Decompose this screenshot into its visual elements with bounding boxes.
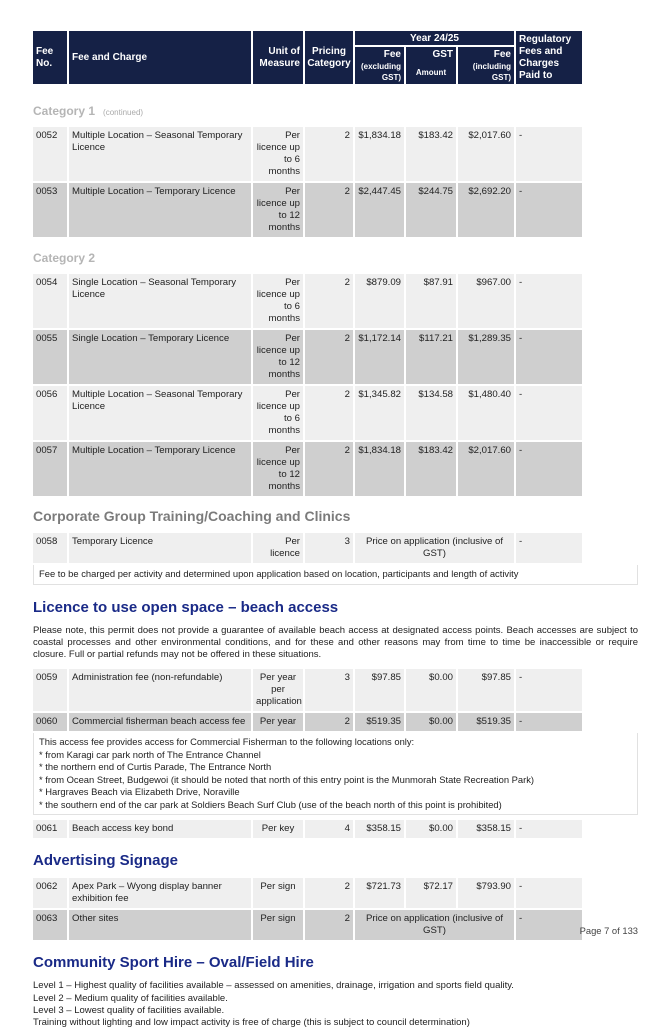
header-fee-incl: Fee (including GST) [458,47,514,84]
beach-section-title: Licence to use open space – beach access [33,598,339,616]
fee-name: Temporary Licence [69,533,251,563]
fee-excl: $879.09 [355,274,404,328]
fee-excl: $97.85 [355,669,404,711]
pricing-category: 2 [305,910,353,940]
fee-excl: $2,447.45 [355,183,404,237]
regulatory: - [516,274,582,328]
fee-excl: $721.73 [355,878,404,908]
gst-amount: $183.42 [406,442,456,496]
fee-no: 0056 [33,386,67,440]
fee-name: Multiple Location – Temporary Licence [69,183,251,237]
regulatory: - [516,533,582,563]
unit: Per licence up to 12 months [253,330,303,384]
regulatory: - [516,713,582,731]
unit: Per year per application [253,669,303,711]
gst-amount: $72.17 [406,878,456,908]
fee-excl: $1,172.14 [355,330,404,384]
unit: Per licence [253,533,303,563]
fee-incl: $358.15 [458,820,514,838]
fee-no: 0061 [33,820,67,838]
fee-incl: $97.85 [458,669,514,711]
table-row [33,183,638,237]
header-fee-excl: Fee (excluding GST) [355,47,404,84]
fee-schedule-page [33,31,638,1029]
unit: Per key [253,820,303,838]
pricing-category: 2 [305,183,353,237]
gst-amount: $244.75 [406,183,456,237]
pricing-category: 2 [305,330,353,384]
fee-name: Apex Park – Wyong display banner exhibition fee [69,878,251,908]
fee-name: Commercial fisherman beach access fee [69,713,251,731]
corporate-section-title: Corporate Group Training/Coaching and Clinics [33,508,351,524]
pricing-category: 2 [305,127,353,181]
header-regulatory: Regulatory Fees and Charges Paid to [516,31,582,84]
unit: Per sign [253,878,303,908]
pricing-category: 4 [305,820,353,838]
fee-no: 0052 [33,127,67,181]
unit: Per licence up to 12 months [253,442,303,496]
pricing-category: 2 [305,274,353,328]
beach-access-note [33,733,638,815]
level-line: Training without lighting and low impact activity is free of charge (this is subject to council determination) [33,1017,470,1028]
fee-name: Multiple Location – Seasonal Temporary Licence [69,127,251,181]
regulatory: - [516,127,582,181]
fee-name: Multiple Location – Temporary Licence [69,442,251,496]
level-line: Level 1 – Highest quality of facilities available – assessed on amenities, drainage, irrigation and sports field quality. [33,980,514,992]
fee-incl: $1,289.35 [458,330,514,384]
fee-incl: $519.35 [458,713,514,731]
fee-name: Administration fee (non-refundable) [69,669,251,711]
fee-incl: $967.00 [458,274,514,328]
table-row [33,910,638,940]
header-year-group [355,31,514,84]
level-line: Level 2 – Medium quality of facilities available. [33,992,228,1004]
unit: Per licence up to 6 months [253,274,303,328]
gst-amount: $0.00 [406,669,456,711]
header-unit: Unit of Measure [253,31,303,84]
table-row [33,274,638,328]
gst-amount: $0.00 [406,713,456,731]
table-row [33,533,638,563]
sport-levels [33,980,638,1029]
gst-amount: $183.42 [406,127,456,181]
pricing-category: 3 [305,669,353,711]
table-row [33,820,638,838]
price-on-application: Price on application (inclusive of GST) [355,533,514,563]
unit: Per licence up to 6 months [253,386,303,440]
header-fee-charge: Fee and Charge [69,31,251,84]
table-row [33,713,638,731]
regulatory: - [516,330,582,384]
fee-name: Beach access key bond [69,820,251,838]
fee-excl: $1,834.18 [355,127,404,181]
pricing-category: 3 [305,533,353,563]
pricing-category: 2 [305,442,353,496]
unit: Per year [253,713,303,731]
beach-disclaimer: Please note, this permit does not provide a guarantee of available beach access at designated access points. Beach accesses are subject to coastal processes and other environmental conditions, and for these and other reasons may from time to time be inaccessible or require closure. Full or partial refunds may not be offered in these situations. [33,624,638,661]
sport-section-title: Community Sport Hire – Oval/Field Hire [33,954,314,972]
fee-incl: $1,480.40 [458,386,514,440]
gst-amount: $0.00 [406,820,456,838]
fee-no: 0057 [33,442,67,496]
fee-incl: $2,692.20 [458,183,514,237]
gst-amount: $134.58 [406,386,456,440]
note-line: * the northern end of Curtis Parade, The Entrance North [39,761,272,773]
note-line: This access fee provides access for Commercial Fisherman to the following locations only: [39,736,415,748]
pricing-category: 2 [305,878,353,908]
fee-no: 0053 [33,183,67,237]
category-2-label: Category 2 [33,251,96,265]
fee-incl: $2,017.60 [458,442,514,496]
fee-no: 0058 [33,533,67,563]
regulatory: - [516,910,582,940]
pricing-category: 2 [305,713,353,731]
fee-name: Single Location – Seasonal Temporary Licence [69,274,251,328]
fee-incl: $793.90 [458,878,514,908]
fee-name: Other sites [69,910,251,940]
fee-no: 0060 [33,713,67,731]
unit: Per sign [253,910,303,940]
header-pricing: Pricing Category [305,31,353,84]
fee-no: 0062 [33,878,67,908]
table-row [33,330,638,384]
fee-name: Single Location – Temporary Licence [69,330,251,384]
table-row [33,442,638,496]
fee-excl: $358.15 [355,820,404,838]
table-row [33,386,638,440]
regulatory: - [516,669,582,711]
header-year: Year 24/25 [355,31,514,45]
fee-no: 0055 [33,330,67,384]
fee-no: 0059 [33,669,67,711]
fee-excl: $519.35 [355,713,404,731]
gst-amount: $117.21 [406,330,456,384]
unit: Per licence up to 12 months [253,183,303,237]
gst-amount: $87.91 [406,274,456,328]
category-1-label: Category 1 (continued) [33,104,144,118]
price-on-application: Price on application (inclusive of GST) [355,910,514,940]
table-header [33,31,638,84]
regulatory: - [516,442,582,496]
fee-incl: $2,017.60 [458,127,514,181]
fee-no: 0063 [33,910,67,940]
pricing-category: 2 [305,386,353,440]
page-number: Page 7 of 133 [579,925,638,936]
note-line: * Hargraves Beach via Elizabeth Drive, Noraville [39,786,240,798]
regulatory: - [516,386,582,440]
fee-no: 0054 [33,274,67,328]
fee-name: Multiple Location – Seasonal Temporary Licence [69,386,251,440]
level-line: Level 3 – Lowest quality of facilities available. [33,1004,225,1016]
table-row [33,878,638,908]
corporate-note: Fee to be charged per activity and determined upon application based on location, participants and length of activity [33,565,638,585]
signage-section-title: Advertising Signage [33,852,179,870]
unit: Per licence up to 6 months [253,127,303,181]
table-row [33,127,638,181]
table-row [33,669,638,711]
note-line: * the southern end of the car park at Soldiers Beach Surf Club (use of the beach north of this point is prohibited) [39,798,502,810]
regulatory: - [516,183,582,237]
header-fee-no: Fee No. [33,31,67,84]
regulatory: - [516,820,582,838]
fee-excl: $1,345.82 [355,386,404,440]
header-gst: GST Amount [406,47,456,84]
regulatory: - [516,878,582,908]
note-line: * from Karagi car park north of The Entrance Channel [39,748,261,760]
note-line: * from Ocean Street, Budgewoi (it should be noted that north of this entry point is the Munmorah State Recreation Park) [39,773,535,785]
fee-excl: $1,834.18 [355,442,404,496]
